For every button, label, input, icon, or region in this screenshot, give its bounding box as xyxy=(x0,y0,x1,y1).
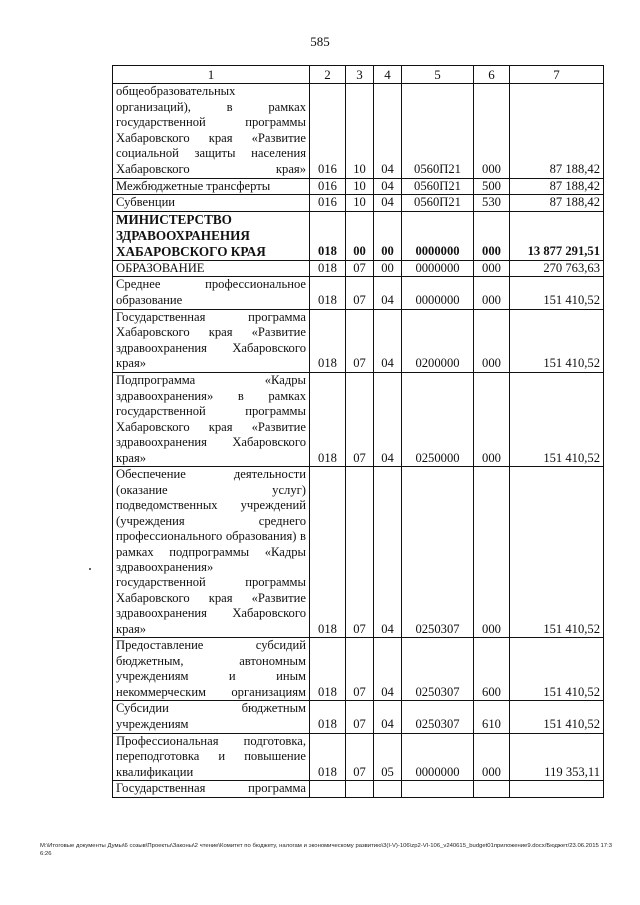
ministry-code: 018 xyxy=(310,260,346,277)
column-header: 5 xyxy=(402,66,474,84)
expense-type-code: 000 xyxy=(474,467,510,637)
row-title: ОБРАЗОВАНИЕ xyxy=(113,260,310,277)
row-title: Обеспечение деятельности (оказание услуг) подведомственных учреждений (учреждения среднего профессионального образования) в рамках подпрограммы «Кадры здравоохранения» государственной программы Хабаровского края «Развитие здравоохранения Хабаровского края» xyxy=(113,467,310,637)
column-header: 2 xyxy=(310,66,346,84)
section-code: 07 xyxy=(346,733,374,781)
row-title: Межбюджетные трансферты xyxy=(113,178,310,195)
target-article-code: 0560П21 xyxy=(402,195,474,212)
scan-speck xyxy=(89,568,91,570)
amount: 151 410,52 xyxy=(510,372,604,467)
subsection-code: 04 xyxy=(374,84,402,179)
subsection-code: 04 xyxy=(374,467,402,637)
section-code: 00 xyxy=(346,211,374,260)
target-article-code: 0000000 xyxy=(402,733,474,781)
amount: 151 410,52 xyxy=(510,701,604,733)
target-article-code: 0250307 xyxy=(402,637,474,700)
ministry-code: 018 xyxy=(310,309,346,372)
amount: 151 410,52 xyxy=(510,637,604,700)
ministry-code: 016 xyxy=(310,178,346,195)
target-article-code: 0200000 xyxy=(402,309,474,372)
section-code: 07 xyxy=(346,701,374,733)
ministry-code: 016 xyxy=(310,84,346,179)
table-row xyxy=(113,701,604,733)
row-title: Среднее профессиональное образование xyxy=(113,277,310,309)
table-row xyxy=(113,733,604,781)
table-header xyxy=(113,66,604,84)
table-row xyxy=(113,372,604,467)
ministry-code xyxy=(310,781,346,798)
row-title: Субвенции xyxy=(113,195,310,212)
ministry-code: 018 xyxy=(310,372,346,467)
expense-type-code: 530 xyxy=(474,195,510,212)
ministry-code: 018 xyxy=(310,467,346,637)
expense-type-code: 000 xyxy=(474,733,510,781)
ministry-code: 018 xyxy=(310,733,346,781)
expense-type-code: 000 xyxy=(474,260,510,277)
column-header: 6 xyxy=(474,66,510,84)
section-code: 10 xyxy=(346,178,374,195)
section-code xyxy=(346,781,374,798)
subsection-code: 05 xyxy=(374,733,402,781)
subsection-code: 04 xyxy=(374,701,402,733)
target-article-code: 0250307 xyxy=(402,467,474,637)
expense-type-code: 000 xyxy=(474,84,510,179)
table-row xyxy=(113,637,604,700)
section-code: 07 xyxy=(346,467,374,637)
amount xyxy=(510,781,604,798)
subsection-code: 04 xyxy=(374,195,402,212)
row-title: Субсидии бюджетным учреждениям xyxy=(113,701,310,733)
row-title: Государственная программа xyxy=(113,781,310,798)
expense-type-code xyxy=(474,781,510,798)
column-header: 4 xyxy=(374,66,402,84)
table-row xyxy=(113,277,604,309)
subsection-code: 04 xyxy=(374,372,402,467)
ministry-code: 018 xyxy=(310,637,346,700)
amount: 270 763,63 xyxy=(510,260,604,277)
column-header: 3 xyxy=(346,66,374,84)
expense-type-code: 600 xyxy=(474,637,510,700)
document-path-footer: M:\Итоговые документы Думы\6 созыв\Проекты\Законы\2 чтение\Комитет по бюджету, налогам и экономическому развитию\3(I-V)-106\zp2-VI-106_v240615_budget01приложение9.docx/Бюджет/23.06.2015 17:36:26 xyxy=(40,843,612,857)
table-row xyxy=(113,178,604,195)
row-title: общеобразовательных организаций), в рамках государственной программы Хабаровского края «Развитие социальной защиты населения Хабаровского края» xyxy=(113,84,310,179)
table-row xyxy=(113,195,604,212)
ministry-code: 018 xyxy=(310,701,346,733)
section-code: 07 xyxy=(346,277,374,309)
amount: 87 188,42 xyxy=(510,178,604,195)
amount: 151 410,52 xyxy=(510,277,604,309)
subsection-code xyxy=(374,781,402,798)
amount: 87 188,42 xyxy=(510,195,604,212)
target-article-code: 0000000 xyxy=(402,211,474,260)
amount: 87 188,42 xyxy=(510,84,604,179)
target-article-code xyxy=(402,781,474,798)
column-header: 7 xyxy=(510,66,604,84)
row-title: Подпрограмма «Кадры здравоохранения» в рамках государственной программы Хабаровского края «Развитие здравоохранения Хабаровского края» xyxy=(113,372,310,467)
subsection-code: 04 xyxy=(374,277,402,309)
amount: 151 410,52 xyxy=(510,467,604,637)
page-number: 585 xyxy=(310,34,330,49)
section-code: 07 xyxy=(346,372,374,467)
target-article-code: 0000000 xyxy=(402,277,474,309)
subsection-code: 04 xyxy=(374,178,402,195)
table-row xyxy=(113,309,604,372)
target-article-code: 0250307 xyxy=(402,701,474,733)
table-row xyxy=(113,467,604,637)
expense-type-code: 000 xyxy=(474,211,510,260)
ministry-code: 018 xyxy=(310,277,346,309)
subsection-code: 00 xyxy=(374,211,402,260)
subsection-code: 04 xyxy=(374,309,402,372)
target-article-code: 0560П21 xyxy=(402,84,474,179)
expense-type-code: 000 xyxy=(474,277,510,309)
expense-type-code: 500 xyxy=(474,178,510,195)
expense-type-code: 610 xyxy=(474,701,510,733)
section-code: 10 xyxy=(346,84,374,179)
column-header: 1 xyxy=(113,66,310,84)
expense-type-code: 000 xyxy=(474,372,510,467)
table-row xyxy=(113,211,604,260)
subsection-code: 04 xyxy=(374,637,402,700)
subsection-code: 00 xyxy=(374,260,402,277)
table-row xyxy=(113,84,604,179)
budget-table xyxy=(112,65,604,798)
target-article-code: 0250000 xyxy=(402,372,474,467)
row-title: Государственная программа Хабаровского края «Развитие здравоохранения Хабаровского края» xyxy=(113,309,310,372)
row-title: Профессиональная подготовка, переподготовка и повышение квалификации xyxy=(113,733,310,781)
section-code: 07 xyxy=(346,260,374,277)
ministry-code: 018 xyxy=(310,211,346,260)
amount: 151 410,52 xyxy=(510,309,604,372)
table-row xyxy=(113,781,604,798)
section-code: 10 xyxy=(346,195,374,212)
target-article-code: 0560П21 xyxy=(402,178,474,195)
ministry-code: 016 xyxy=(310,195,346,212)
row-title: МИНИСТЕРСТВО ЗДРАВООХРАНЕНИЯ ХАБАРОВСКОГО КРАЯ xyxy=(113,211,310,260)
section-code: 07 xyxy=(346,309,374,372)
row-title: Предоставление субсидий бюджетным, автономным учреждениям и иным некоммерческим организациям xyxy=(113,637,310,700)
table-row xyxy=(113,260,604,277)
target-article-code: 0000000 xyxy=(402,260,474,277)
amount: 119 353,11 xyxy=(510,733,604,781)
amount: 13 877 291,51 xyxy=(510,211,604,260)
section-code: 07 xyxy=(346,637,374,700)
expense-type-code: 000 xyxy=(474,309,510,372)
